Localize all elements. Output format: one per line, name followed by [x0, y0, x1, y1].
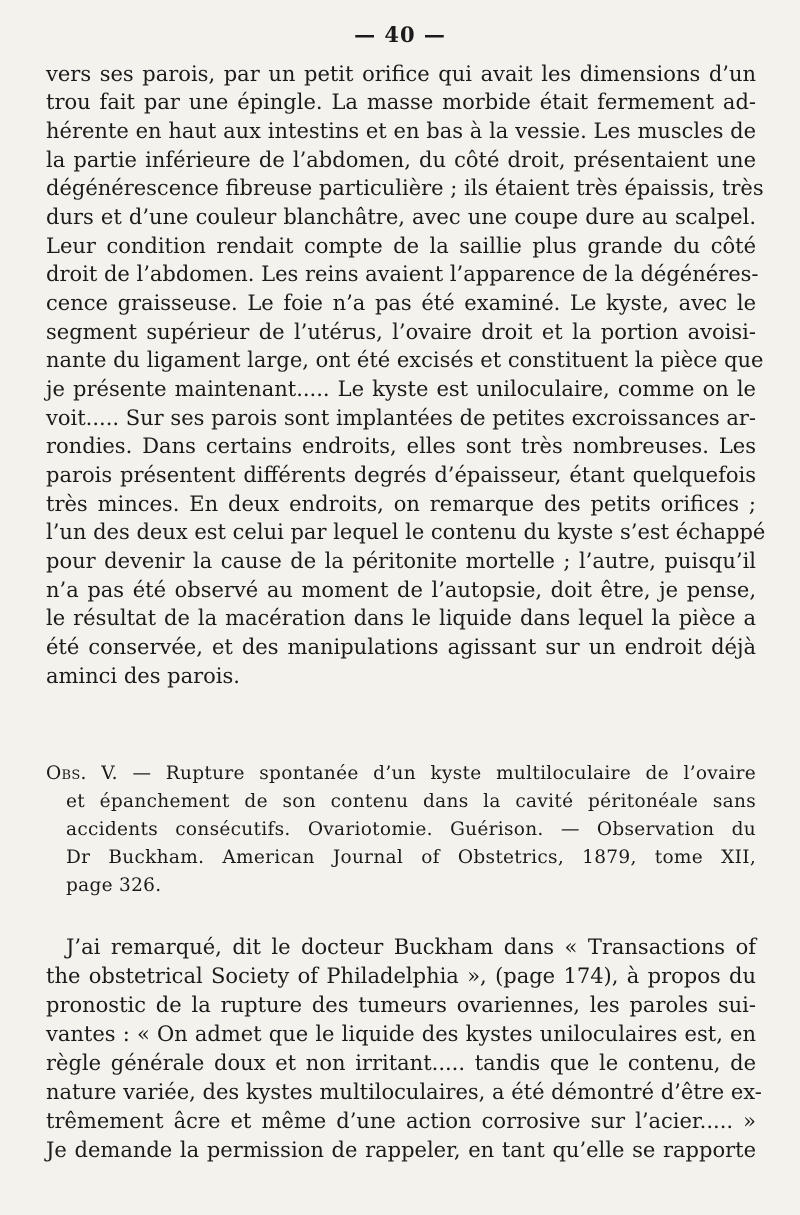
text-line: nature variée, des kystes multiloculaires, a été démontré d’être ex-	[46, 1080, 762, 1104]
text-line: nante du ligament large, ont été excisés et constituent la pièce que	[46, 348, 764, 372]
text-line: très minces. En deux endroits, on remarque des petits orifices ;	[46, 492, 756, 516]
text-line: le résultat de la macération dans le liquide dans lequel la pièce a	[46, 606, 756, 630]
text-line: droit de l’abdomen. Les reins avaient l’apparence de la dégénéres-	[46, 262, 759, 286]
page-number: — 40 —	[354, 22, 446, 47]
text-line: pour devenir la cause de la péritonite mortelle ; l’autre, puisqu’il	[46, 549, 756, 573]
text-line: dégénérescence fibreuse particulière ; ils étaient très épaissis, très	[46, 176, 764, 200]
observation-label: Obs. V.	[46, 763, 118, 784]
observation-title-start: — Rupture spontanée d’un kyste multiloculaire de l’ovaire	[132, 763, 756, 784]
text-line: aminci des parois.	[46, 664, 240, 688]
text-line: voit..... Sur ses parois sont implantées de petites excroissances ar-	[46, 406, 756, 430]
text-line: durs et d’une couleur blanchâtre, avec une coupe dure au scalpel.	[46, 205, 756, 229]
observation-line: page 326.	[66, 875, 162, 896]
text-line: Leur condition rendait compte de la saillie plus grande du côté	[46, 234, 756, 258]
text-line: pronostic de la rupture des tumeurs ovariennes, les paroles sui-	[46, 993, 756, 1017]
text-line: n’a pas été observé au moment de l’autopsie, doit être, je pense,	[46, 578, 756, 602]
text-line: rondies. Dans certains endroits, elles sont très nombreuses. Les	[46, 434, 756, 458]
text-line: je présente maintenant..... Le kyste est uniloculaire, comme on le	[46, 377, 756, 401]
text-line: the obstetrical Society of Philadelphia », (page 174), à propos du	[46, 964, 756, 988]
text-line: été conservée, et des manipulations agissant sur un endroit déjà	[46, 635, 756, 659]
observation-line-1	[46, 762, 756, 786]
text-line: Je demande la permission de rappeler, en tant qu’elle se rapporte	[46, 1138, 756, 1162]
text-line: vantes : « On admet que le liquide des kystes uniloculaires est, en	[46, 1022, 756, 1046]
text-line: trou fait par une épingle. La masse morbide était fermement ad-	[46, 90, 756, 114]
observation-line: Dr Buckham. American Journal of Obstetrics, 1879, tome XII,	[66, 847, 756, 868]
observation-line: et épanchement de son contenu dans la cavité péritonéale sans	[66, 791, 756, 812]
text-line: règle générale doux et non irritant..... tandis que le contenu, de	[46, 1051, 756, 1075]
text-line: parois présentent différents degrés d’épaisseur, étant quelquefois	[46, 463, 756, 487]
text-line: trêmement âcre et même d’une action corrosive sur l’acier..... »	[46, 1109, 756, 1133]
text-line: l’un des deux est celui par lequel le contenu du kyste s’est échappé	[46, 520, 766, 544]
observation-line: accidents consécutifs. Ovariotomie. Guérison. — Observation du	[66, 819, 756, 840]
text-line: cence graisseuse. Le foie n’a pas été examiné. Le kyste, avec le	[46, 291, 756, 315]
text-line: J’ai remarqué, dit le docteur Buckham dans « Transactions of	[66, 935, 756, 959]
text-line: vers ses parois, par un petit orifice qui avait les dimensions d’un	[46, 62, 756, 86]
text-line: segment supérieur de l’utérus, l’ovaire droit et la portion avoisi-	[46, 320, 756, 344]
text-line: hérente en haut aux intestins et en bas à la vessie. Les muscles de	[46, 119, 756, 143]
text-line: la partie inférieure de l’abdomen, du côté droit, présentaient une	[46, 148, 756, 172]
